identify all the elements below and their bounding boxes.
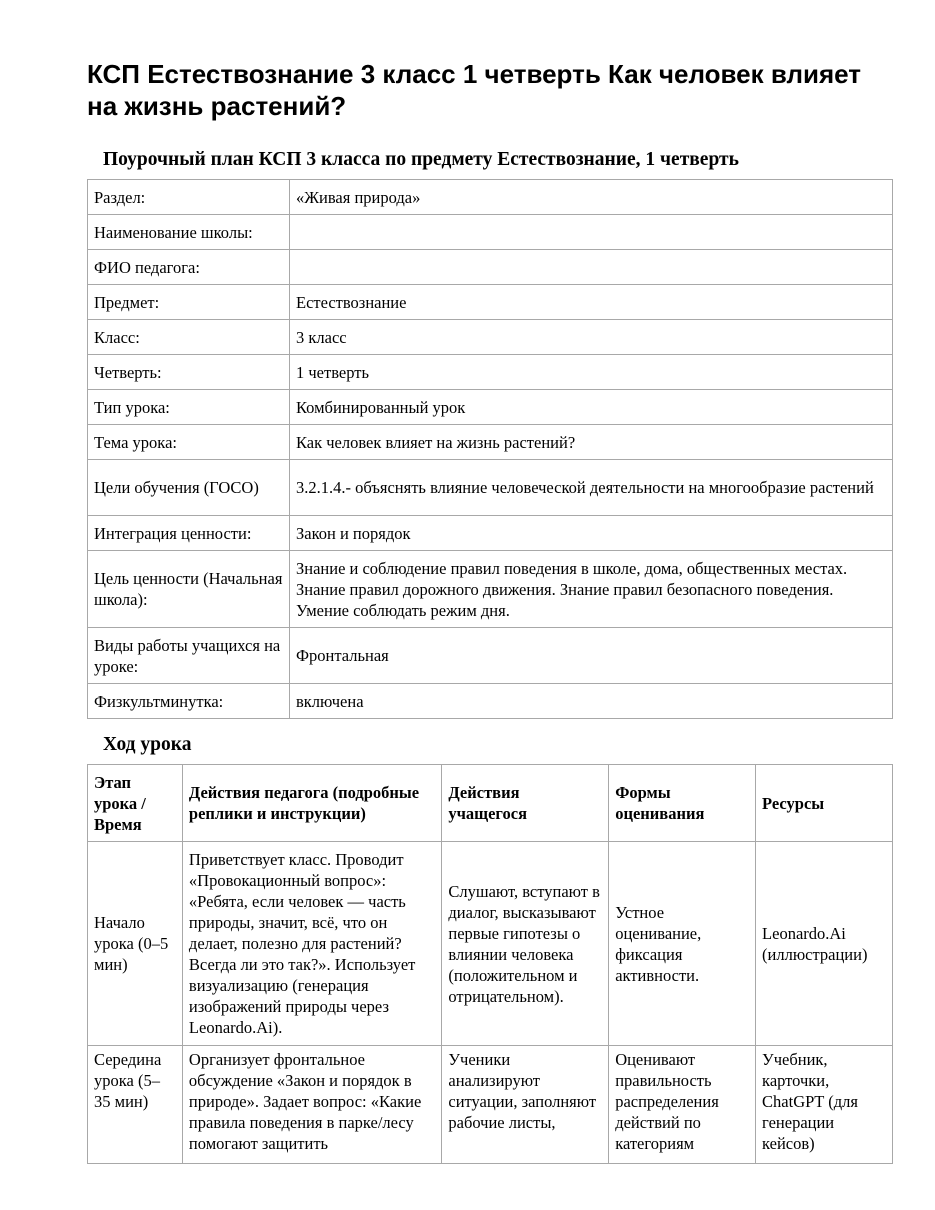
resources-cell: Leonardo.Ai (иллюстрации) [756,842,893,1046]
table-row [88,320,893,355]
info-value: 3 класс [290,320,893,355]
info-label: Виды работы учащихся на уроке: [88,628,290,684]
info-value: Как человек влияет на жизнь растений? [290,425,893,460]
table-row [88,180,893,215]
column-header-stage: Этап урока / Время [88,765,183,842]
lesson-plan-heading: Поурочный план КСП 3 класса по предмету Естествознание, 1 четверть [103,149,739,170]
info-label: Предмет: [88,285,290,320]
lesson-flow-table [87,764,893,1164]
assessment-cell: Устное оценивание, фиксация активности. [609,842,756,1046]
info-label: Физкультминутка: [88,684,290,719]
info-value: 3.2.1.4.- объяснять влияние человеческой деятельности на многообразие растений [290,460,893,516]
teacher-actions-cell: Организует фронтальное обсуждение «Закон и порядок в природе». Задает вопрос: «Какие правила поведения в парке/лесу помогают защитить [182,1046,441,1164]
table-row [88,1046,893,1164]
stage-cell: Середина урока (5–35 мин) [88,1046,183,1164]
student-actions-cell: Ученики анализируют ситуации, заполняют рабочие листы, [442,1046,609,1164]
info-value [290,250,893,285]
info-label: Класс: [88,320,290,355]
column-header-teacher-actions: Действия педагога (подробные реплики и инструкции) [182,765,441,842]
table-row [88,390,893,425]
resources-cell: Учебник, карточки, ChatGPT (для генерации кейсов) [756,1046,893,1164]
info-label: Четверть: [88,355,290,390]
info-label: Наименование школы: [88,215,290,250]
info-value [290,215,893,250]
info-label: Раздел: [88,180,290,215]
info-label: Тема урока: [88,425,290,460]
table-row [88,684,893,719]
table-row [88,842,893,1046]
info-label: Цели обучения (ГОСО) [88,460,290,516]
info-label: ФИО педагога: [88,250,290,285]
info-value: Комбинированный урок [290,390,893,425]
info-value: 1 четверть [290,355,893,390]
table-row [88,425,893,460]
assessment-cell: Оценивают правильность распределения действий по категориям [609,1046,756,1164]
info-label: Цель ценности (Начальная школа): [88,551,290,628]
info-label: Интеграция ценности: [88,516,290,551]
table-row [88,355,893,390]
column-header-resources: Ресурсы [756,765,893,842]
table-row [88,516,893,551]
column-header-assessment: Формы оценивания [609,765,756,842]
document-title: КСП Естествознание 3 класс 1 четверть Как человек влияет на жизнь растений? [87,59,862,121]
table-row [88,551,893,628]
table-row [88,460,893,516]
info-value: включена [290,684,893,719]
table-row [88,250,893,285]
student-actions-cell: Слушают, вступают в диалог, высказывают первые гипотезы о влиянии человека (положительном и отрицательном). [442,842,609,1046]
info-value: Закон и порядок [290,516,893,551]
table-row [88,215,893,250]
table-row [88,628,893,684]
lesson-info-table [87,179,893,719]
info-value: Естествознание [290,285,893,320]
info-value: «Живая природа» [290,180,893,215]
table-row [88,285,893,320]
lesson-flow-heading: Ход урока [103,734,192,755]
column-header-student-actions: Действия учащегося [442,765,609,842]
info-label: Тип урока: [88,390,290,425]
table-header-row [88,765,893,842]
info-value: Знание и соблюдение правил поведения в школе, дома, общественных местах. Знание правил дорожного движения. Знание правил безопасного поведения. Умение соблюдать режим дня. [290,551,893,628]
stage-cell: Начало урока (0–5 мин) [88,842,183,1046]
teacher-actions-cell: Приветствует класс. Проводит «Провокационный вопрос»: «Ребята, если человек — часть природы, значит, всё, что он делает, полезно для растений? Всегда ли это так?». Использует визуализацию (генерация изображений природы через Leonardo.Ai). [182,842,441,1046]
info-value: Фронтальная [290,628,893,684]
